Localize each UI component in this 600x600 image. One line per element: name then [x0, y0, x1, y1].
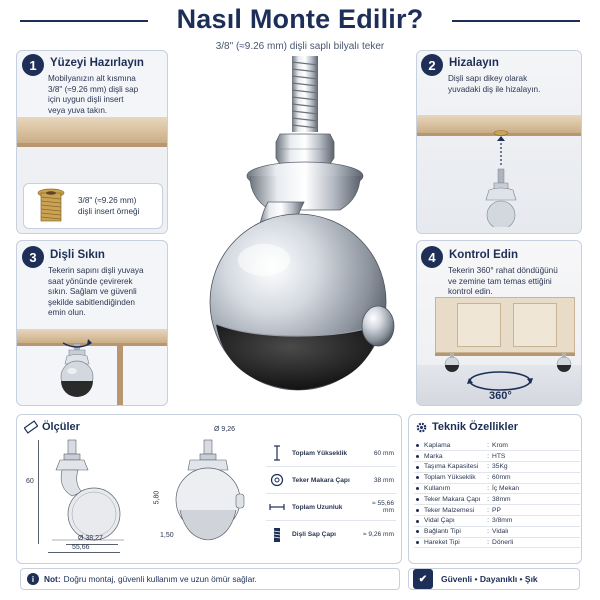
spec-colon: : — [484, 483, 492, 494]
step-4-panel — [416, 240, 582, 406]
dim-row-label: Teker Makara Çapı — [292, 476, 350, 484]
spec-row — [414, 462, 580, 473]
step-1-title: Yüzeyi Hazırlayın — [50, 57, 144, 69]
spec-value: Dönerli — [492, 537, 580, 548]
height-icon — [266, 443, 288, 463]
spec-value: 3/8mm — [492, 516, 580, 527]
callout-line-2: dişli insert örneği — [78, 207, 140, 216]
dim-row-label: Dişli Sap Çapı — [292, 531, 336, 538]
dim-height-label: 60 — [26, 478, 34, 485]
length-icon — [266, 497, 288, 517]
step-1-text-3: için uygun dişli insert — [48, 95, 124, 104]
spec-value: 38mm — [492, 494, 580, 505]
spec-row — [414, 494, 580, 505]
note-text: Doğru montaj, güvenli kullanım ve uzun ömür sağlar. — [63, 574, 257, 584]
spec-colon: : — [484, 451, 492, 462]
step-4-text-2: ve zemine tam temas ettiğini — [448, 276, 552, 286]
step-1-text-4: veya yuva takın. — [48, 105, 108, 115]
dim-row-stem — [266, 521, 396, 548]
step-1-number: 1 — [22, 54, 44, 76]
step-4-number: 4 — [421, 246, 443, 268]
shield-check-icon: ✔ — [413, 569, 433, 589]
step-3-text-5: emin olun. — [48, 308, 86, 317]
spec-colon: : — [484, 537, 492, 548]
spec-value: Vidalı — [492, 526, 580, 537]
spec-key: Marka — [414, 451, 484, 462]
spec-key: Taşıma Kapasitesi — [414, 462, 484, 473]
step-2-title: Hizalayın — [449, 57, 499, 69]
dim-row-value: 60 mm — [373, 449, 394, 457]
spec-colon: : — [484, 440, 492, 451]
gear-icon — [415, 421, 428, 434]
dim-row-value: ≈ 9,26 mm — [362, 531, 394, 538]
step-3-text-4: şekilde sabitlendiğinden — [48, 297, 135, 307]
quality-badge — [408, 568, 580, 590]
spec-key: Toplam Yükseklik — [414, 472, 484, 483]
specs-title: Teknik Özellikler — [432, 421, 519, 433]
spec-value: 60mm — [492, 472, 580, 483]
dim-row-height — [266, 440, 396, 467]
specs-table — [414, 440, 580, 548]
step-1-text-2: 3/8" (≈9.26 mm) dişli sap — [48, 84, 139, 94]
caster-right-icon — [553, 351, 575, 373]
step-3-text-2: saat yönünde çevirerek — [48, 276, 133, 286]
dim-side-h-label: 5,80 — [153, 490, 161, 505]
step-4-title: Kontrol Edin — [449, 249, 518, 261]
spec-value: İç Mekan — [492, 483, 580, 494]
spec-key: Hareket Tipi — [414, 537, 484, 548]
furniture-underside — [17, 117, 168, 143]
spec-colon: : — [484, 494, 492, 505]
spec-key: Bağlantı Tipi — [414, 526, 484, 537]
spec-row — [414, 483, 580, 494]
step-3-number: 3 — [22, 246, 44, 268]
rotation-label: 360° — [489, 390, 512, 402]
dim-row-label: Toplam Yükseklik — [292, 449, 348, 457]
caster-product-image — [180, 52, 410, 402]
rotate-arrow-icon — [60, 335, 94, 349]
spec-key: Teker Makara Çapı — [414, 494, 484, 505]
spec-row — [414, 526, 580, 537]
dim-row-value: 38 mm — [373, 476, 394, 484]
caster-installed-icon — [47, 341, 107, 401]
dim-height-line — [38, 440, 39, 544]
caster-left-icon — [441, 351, 463, 373]
info-icon: i — [27, 573, 39, 585]
dim-width-label: 55,66 — [72, 544, 90, 551]
wheel-icon — [266, 470, 288, 490]
spec-colon: : — [484, 516, 492, 527]
spec-colon: : — [484, 472, 492, 483]
dim-stem-dia-label: Ø 9,26 — [214, 426, 236, 433]
ruler-icon — [24, 420, 38, 434]
spec-value: Krom — [492, 440, 580, 451]
align-caster-icon — [461, 127, 541, 227]
dim-width-line — [48, 552, 120, 553]
spec-colon: : — [484, 462, 492, 473]
quality-text: Güvenli • Dayanıklı • Şık — [441, 574, 538, 584]
step-3-text-3: sıkın. Sağlam ve güvenli — [48, 287, 137, 296]
step-4-text-3: kontrol edin. — [448, 287, 493, 296]
page-title: Nasıl Monte Edilir? — [176, 4, 424, 34]
dimensions-list — [266, 440, 396, 548]
dim-stem-len-label: 1,50 — [160, 532, 174, 539]
dimensions-title: Ölçüler — [42, 421, 80, 433]
spec-key: Kullanım — [414, 483, 484, 494]
spec-row — [414, 472, 580, 483]
note-bar — [20, 568, 400, 590]
caster-front-drawing — [168, 436, 248, 546]
spec-row — [414, 505, 580, 516]
note-label: Not: — [44, 574, 61, 584]
spec-key: Vidal Çapı — [414, 516, 484, 527]
spec-row — [414, 451, 580, 462]
spec-key: Kaplama — [414, 440, 484, 451]
caster-side-drawing — [48, 436, 148, 546]
dim-row-label: Toplam Uzunluk — [292, 503, 343, 511]
dim-row-value: ≈ 55,66 mm — [372, 500, 394, 514]
dim-wheel-label: Ø 38,27 — [78, 535, 103, 542]
spec-row — [414, 440, 580, 451]
spec-colon: : — [484, 505, 492, 516]
step-2-text-2: yuvadaki diş ile hizalayın. — [448, 84, 541, 94]
spec-row — [414, 516, 580, 527]
step-2-number: 2 — [421, 54, 443, 76]
spec-key: Teker Malzemesi — [414, 505, 484, 516]
step-1-text-1: Mobilyanızın alt kısmına — [48, 74, 136, 83]
step-2-text-1: Dişli sapı dikey olarak — [448, 74, 528, 83]
spec-value: 35Kg — [492, 462, 580, 473]
page-subtitle: 3/8" (≈9.26 mm) dişli saplı bilyalı teker — [215, 41, 385, 52]
insert-callout — [23, 183, 163, 229]
spec-colon: : — [484, 526, 492, 537]
callout-line-1: 3/8" (≈9.26 mm) — [78, 196, 137, 205]
step-3-title: Dişli Sıkın — [50, 249, 105, 261]
step-3-text-1: Tekerin sapını dişli yuvaya — [48, 266, 144, 275]
spec-row — [414, 537, 580, 548]
dim-row-length — [266, 494, 396, 521]
stem-icon — [266, 525, 288, 545]
threaded-insert-icon — [34, 187, 68, 227]
spec-value: HTS — [492, 451, 580, 462]
dim-row-wheel — [266, 467, 396, 494]
spec-value: PP — [492, 505, 580, 516]
step-4-text-1: Tekerin 360° rahat döndüğünü — [448, 266, 558, 275]
